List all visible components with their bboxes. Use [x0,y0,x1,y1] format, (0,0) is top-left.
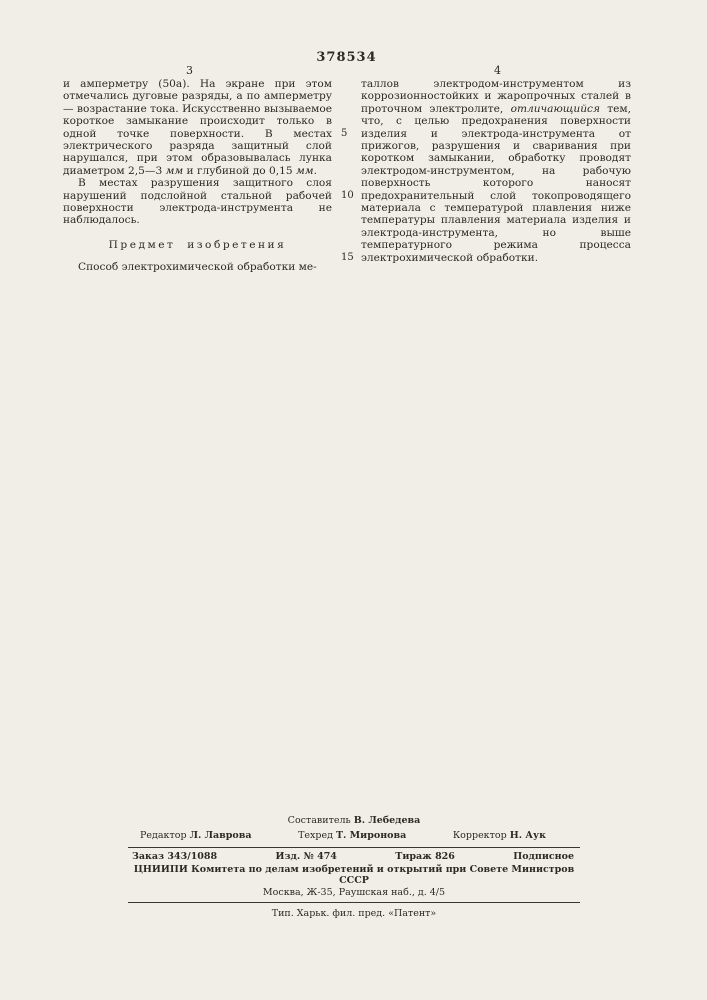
subscription-note: Подписное [513,851,574,862]
patent-number: 378534 [316,50,377,65]
column-number-right: 4 [494,64,501,77]
organization-line: ЦНИИПИ Комитета по делам изобретений и открытий при Совете Министров СССР [133,864,575,886]
techred-label: Техред [298,830,333,841]
order-row [128,851,580,862]
margin-line-number-15: 15 [341,252,354,263]
body-paragraph-1: и амперметру (50а). На экране при этом отмечались дуговые разряды, а по амперметру — возрастание тока. Искусственно вызываемое короткое замыкание происходит только в одной точке поверхности. В местах электрического разряда защитный слой нарушался, при этом образовывалась лунка диаметром 2,5—3 мм и глубиной до 0,15 мм. [63,78,332,177]
edition-number: Изд. № 474 [275,851,337,862]
claim-paragraph-start: Способ электрохимической обработки ме- [78,260,317,273]
claim-paragraph-continuation: таллов электродом-инструментом из коррозионностойких и жаропрочных сталей в проточном электролите, отличающийся тем, что, с целью предохранения поверхности изделия и электрода-инструмента от прижогов, разрушения и сваривания при коротком замыкании, обработку проводят электродом-инструментом, на рабочую поверхность которого наносят предохранительный слой токопроводящего материала с температурой плавления ниже температуры плавления материала изделия и электрода-инструмента, но выше температурного режима процесса электрохимической обработки. [361,78,631,264]
text-columns [63,78,631,273]
claims-heading: Предмет изобретения [108,238,287,251]
margin-line-number-10: 10 [341,190,354,201]
corrector-name: Н. Аук [509,830,546,841]
footer-rule-top [128,847,580,848]
line-number-gutter [332,78,361,273]
corrector-credit [453,830,546,841]
techred-credit [298,830,406,841]
left-column [63,78,332,273]
editor-label: Редактор [140,830,187,841]
techred-name: Т. Миронова [335,830,407,841]
editor-name: Л. Лаврова [189,830,252,841]
right-column [361,78,631,273]
compiler-credit [128,815,580,826]
corrector-label: Корректор [452,830,507,841]
address-line: Москва, Ж-35, Раушская наб., д. 4/5 [262,887,446,898]
compiler-name: В. Лебедева [353,815,421,826]
editor-credit [140,830,251,841]
compiler-label: Составитель [287,815,351,826]
column-number-left: 3 [186,64,193,77]
footer-rule-bottom [128,902,580,903]
imprint-footer [128,815,580,919]
order-number: Заказ 343/1088 [132,851,218,862]
body-paragraph-2: В местах разрушения защитного слоя нарушений подслойной стальной рабочей поверхности электрода-инструмента не наблюдалось. [63,177,332,227]
printer-line: Тип. Харьк. фил. пред. «Патент» [271,908,437,919]
margin-line-number-5: 5 [341,128,348,139]
circulation: Тираж 826 [395,851,455,862]
credits-row [128,830,580,841]
